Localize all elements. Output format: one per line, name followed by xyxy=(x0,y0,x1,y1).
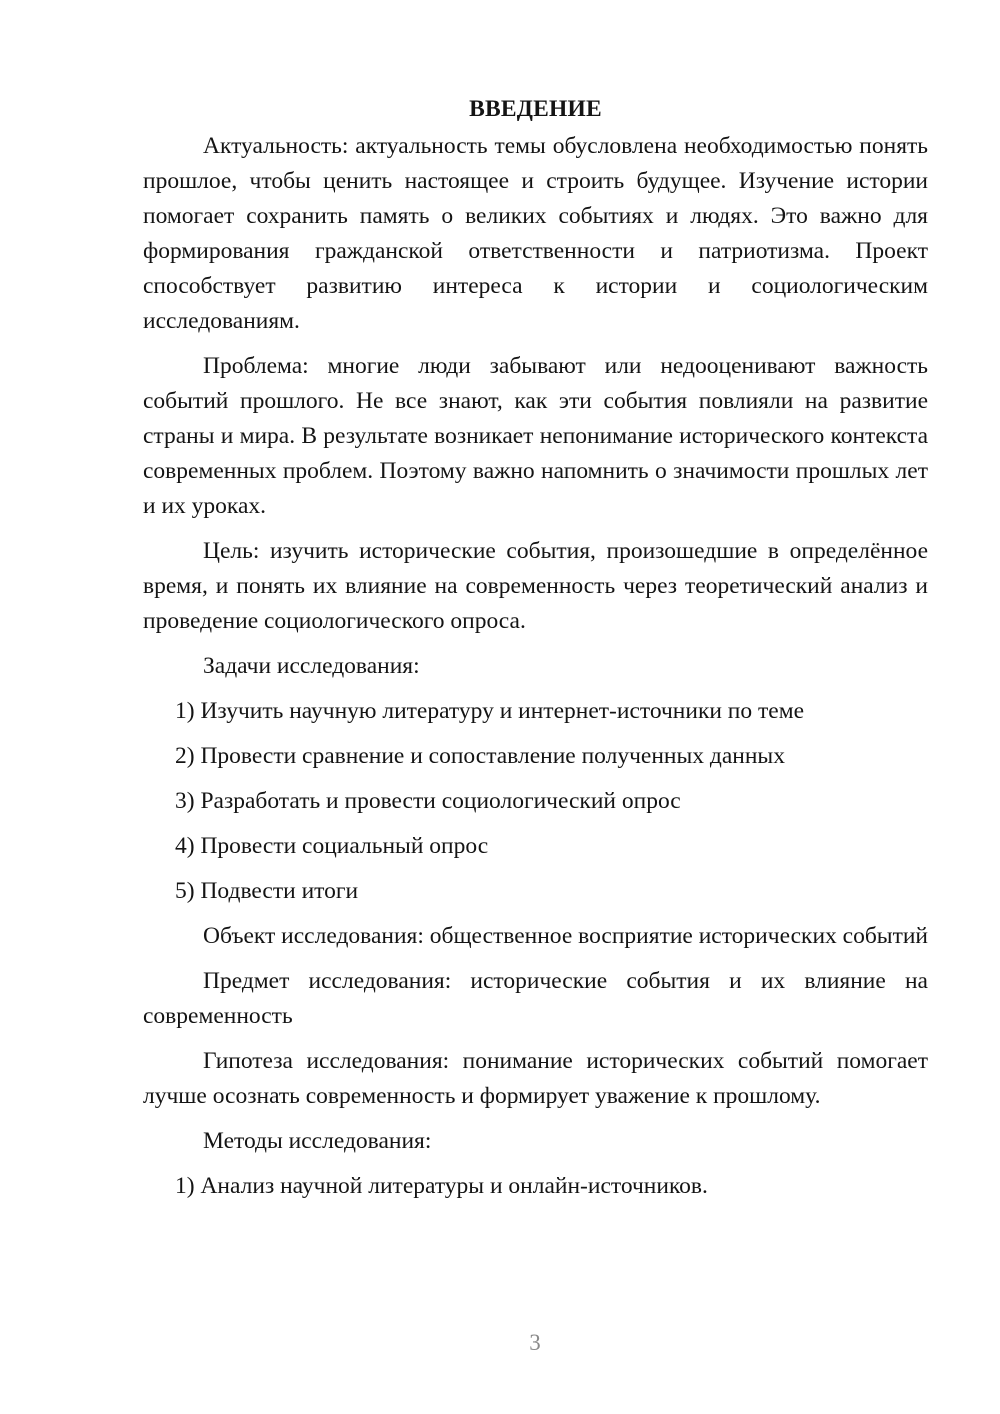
task-item: 4) Провести социальный опрос xyxy=(175,833,489,859)
page-title: ВВЕДЕНИЕ xyxy=(469,96,602,122)
task-item: 3) Разработать и провести социологический опрос xyxy=(175,788,681,814)
method-item: 1) Анализ научной литературы и онлайн-источников. xyxy=(175,1173,708,1199)
methods-label: Методы исследования: xyxy=(203,1128,432,1154)
hypothesis-paragraph: Гипотеза исследования: понимание исторических событий помогает лучше осознать современность и формирует уважение к прошлому. xyxy=(143,1048,928,1109)
object-paragraph: Объект исследования: общественное восприятие исторических событий xyxy=(203,923,928,949)
page-content xyxy=(143,92,928,1214)
task-item: 1) Изучить научную литературу и интернет-источники по теме xyxy=(175,698,805,724)
goal-paragraph: Цель: изучить исторические события, произошедшие в определённое время, и понять их влияние на современность через теоретический анализ и проведение социологического опроса. xyxy=(143,538,928,634)
page-number: 3 xyxy=(529,1330,541,1355)
tasks-label: Задачи исследования: xyxy=(203,653,420,679)
task-item: 5) Подвести итоги xyxy=(175,878,359,904)
task-item: 2) Провести сравнение и сопоставление полученных данных xyxy=(175,743,785,769)
subject-paragraph: Предмет исследования: исторические события и их влияние на современность xyxy=(143,968,928,1029)
problem-paragraph: Проблема: многие люди забывают или недооценивают важность событий прошлого. Не все знают, как эти события повлияли на развитие страны и мира. В результате возникает непонимание исторического контекста современных проблем. Поэтому важно напомнить о значимости прошлых лет и их уроках. xyxy=(143,353,928,519)
relevance-paragraph: Актуальность: актуальность темы обусловлена необходимостью понять прошлое, чтобы ценить настоящее и строить будущее. Изучение истории помогает сохранить память о великих событиях и людях. Это важно для формирования гражданской ответственности и патриотизма. Проект способствует развитию интереса к истории и социологическим исследованиям. xyxy=(143,133,928,334)
